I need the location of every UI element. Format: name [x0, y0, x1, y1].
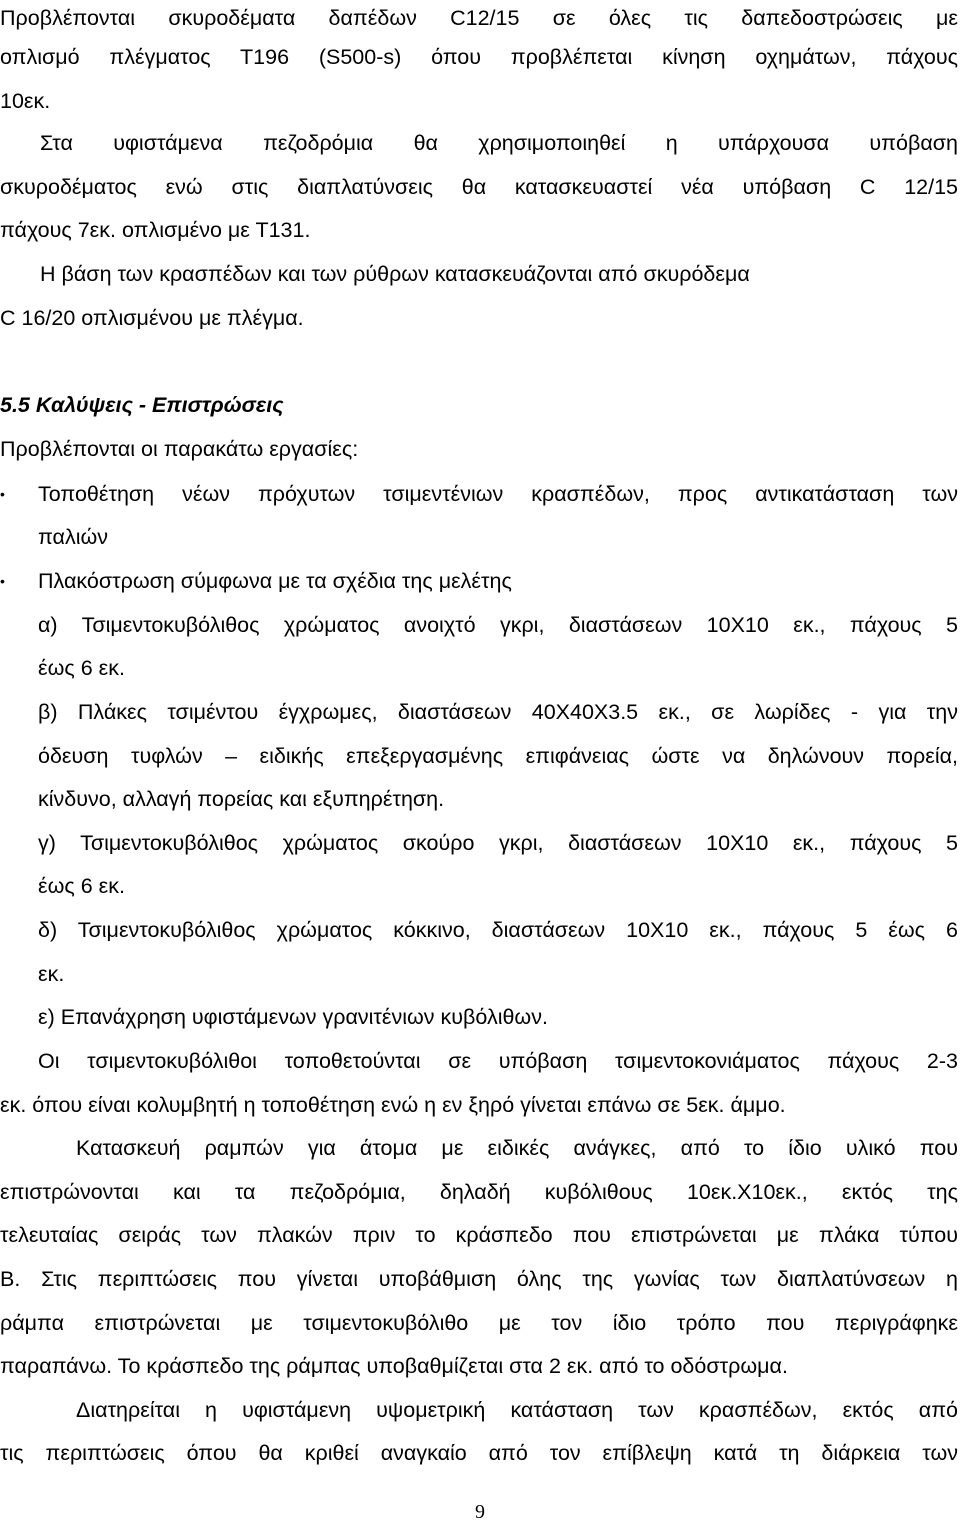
list-item-line: γ) Τσιμεντοκυβόλιθος χρώματος σκούρο γκρι, διαστάσεων 10Χ10 εκ., πάχους 5	[38, 831, 958, 855]
list-item-line: εκ.	[38, 962, 65, 986]
body-text-line: ράμπα επιστρώνεται με τσιμεντοκυβόλιθο με τον ίδιο τρόπο που περιγράφηκε	[0, 1311, 958, 1335]
list-item-line: δ) Τσιμεντοκυβόλιθος χρώματος κόκκινο, διαστάσεων 10Χ10 εκ., πάχους 5 έως 6	[38, 918, 958, 942]
body-text-line: Οι τσιμεντοκυβόλιθοι τοποθετούνται σε υπόβαση τσιμεντοκονιάματος πάχους 2-3	[38, 1049, 958, 1073]
bullet-item-line: Τοποθέτηση νέων πρόχυτων τσιμεντένιων κρασπέδων, προς αντικατάσταση των	[38, 482, 958, 506]
body-text-line: Η βάση των κρασπέδων και των ρύθρων κατασκευάζονται από σκυρόδεμα	[40, 262, 750, 286]
body-text-line: Κατασκευή ραμπών για άτομα με ειδικές ανάγκες, από το ίδιο υλικό που	[76, 1136, 958, 1160]
bullet-item-line: Πλακόστρωση σύμφωνα με τα σχέδια της μελέτης	[38, 569, 512, 593]
body-text-line: Διατηρείται η υφιστάμενη υψομετρική κατάσταση των κρασπέδων, εκτός από	[76, 1398, 958, 1422]
body-text-line: οπλισμό πλέγματος Τ196 (S500-s) όπου προβλέπεται κίνηση οχημάτων, πάχους	[0, 45, 958, 69]
bullet-item-line: παλιών	[38, 525, 109, 549]
section-heading: 5.5 Καλύψεις - Επιστρώσεις	[0, 393, 284, 417]
body-text-line: C 16/20 οπλισμένου με πλέγμα.	[0, 306, 304, 330]
list-item-line: α) Τσιμεντοκυβόλιθος χρώματος ανοιχτό γκρι, διαστάσεων 10Χ10 εκ., πάχους 5	[38, 613, 958, 637]
body-text-line: τις περιπτώσεις όπου θα κριθεί αναγκαίο από τον επίβλεψη κατά τη διάρκεια των	[0, 1441, 958, 1465]
body-text-line: Στα υφιστάμενα πεζοδρόμια θα χρησιμοποιηθεί η υπάρχουσα υπόβαση	[40, 131, 958, 155]
list-item-line: έως 6 εκ.	[38, 656, 125, 680]
body-text-line: επιστρώνονται και τα πεζοδρόμια, δηλαδή κυβόλιθους 10εκ.Χ10εκ., εκτός της	[0, 1180, 958, 1204]
list-item-line: όδευση τυφλών – ειδικής επεξεργασμένης επιφάνειας ώστε να δηλώνουν πορεία,	[38, 744, 958, 768]
body-text-line: εκ. όπου είναι κολυμβητή η τοποθέτηση ενώ η εν ξηρό γίνεται επάνω σε 5εκ. άμμο.	[0, 1093, 786, 1117]
bullet-icon: •	[0, 573, 5, 589]
body-text-line: 10εκ.	[0, 89, 51, 113]
body-text-line: τελευταίας σειράς των πλακών πριν το κράσπεδο που επιστρώνεται με πλάκα τύπου	[0, 1223, 958, 1247]
body-text-line: σκυροδέματος ενώ στις διαπλατύνσεις θα κατασκευαστεί νέα υπόβαση C 12/15	[0, 175, 958, 199]
body-text-line: Β. Στις περιπτώσεις που γίνεται υποβάθμιση όλης της γωνίας των διαπλατύνσεων η	[0, 1267, 958, 1291]
body-text-line: πάχους 7εκ. οπλισμένο με Τ131.	[0, 218, 311, 242]
body-text-line: παραπάνω. Το κράσπεδο της ράμπας υποβαθμίζεται στα 2 εκ. από το οδόστρωμα.	[0, 1354, 788, 1378]
bullet-icon: •	[0, 486, 5, 502]
list-item-line: έως 6 εκ.	[38, 874, 125, 898]
page-number: 9	[475, 1501, 485, 1523]
list-item-line: β) Πλάκες τσιμέντου έγχρωμες, διαστάσεων 40Χ40Χ3.5 εκ., σε λωρίδες - για την	[38, 700, 958, 724]
list-item-line: κίνδυνο, αλλαγή πορείας και εξυπηρέτηση.	[38, 787, 445, 811]
body-text-line: Προβλέπονται σκυροδέματα δαπέδων C12/15 σε όλες τις δαπεδοστρώσεις με	[0, 6, 958, 30]
body-text-line: Προβλέπονται οι παρακάτω εργασίες:	[0, 437, 359, 461]
list-item-line: ε) Επανάχρηση υφιστάμενων γρανιτένιων κυβόλιθων.	[38, 1005, 548, 1029]
